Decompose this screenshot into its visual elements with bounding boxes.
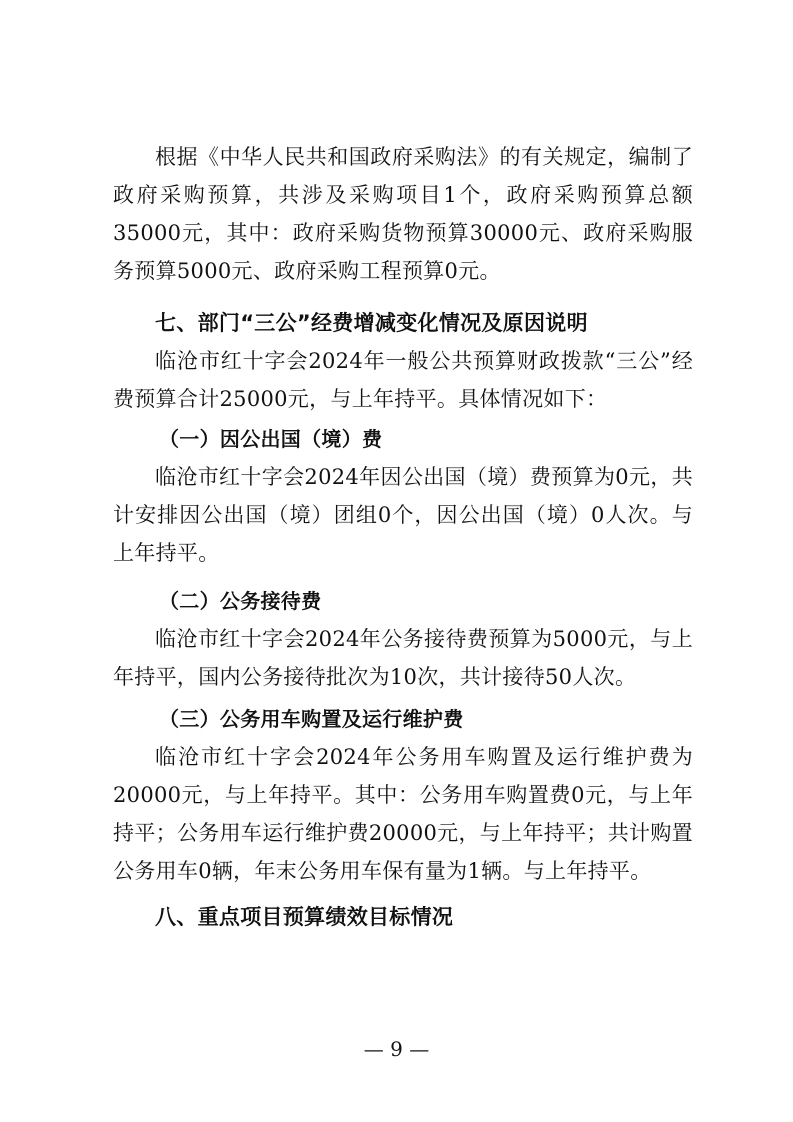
section-heading-seven: 七、部门“三公”经费增减变化情况及原因说明 bbox=[155, 311, 588, 335]
subheading-reception: （二）公务接待费 bbox=[159, 589, 322, 613]
page-number: — 9 — bbox=[363, 1037, 430, 1061]
paragraph-overseas: 临沧市红十字会2024年因公出国（境）费预算为0元，共计安排因公出国（境）团组0个，因公出国（境）0人次。与上年持平。 bbox=[113, 465, 693, 565]
section-heading-eight: 八、重点项目预算绩效目标情况 bbox=[155, 905, 454, 929]
subheading-vehicles: （三）公务用车购置及运行维护费 bbox=[159, 707, 464, 731]
paragraph-reception: 临沧市红十字会2024年公务接待费预算为5000元，与上年持平，国内公务接待批次为10次，共计接待50人次。 bbox=[113, 627, 693, 689]
paragraph-vehicles: 临沧市红十字会2024年公务用车购置及运行维护费为20000元，与上年持平。其中：公务用车购置费0元，与上年持平；公务用车运行维护费20000元，与上年持平；共计购置公务用车0辆，年末公务用车保有量为1辆。与上年持平。 bbox=[113, 745, 693, 883]
subheading-overseas: （一）因公出国（境）费 bbox=[159, 427, 383, 451]
paragraph-procurement: 根据《中华人民共和国政府采购法》的有关规定，编制了政府采购预算，共涉及采购项目1个，政府采购预算总额35000元，其中：政府采购货物预算30000元、政府采购服务预算5000元、政府采购工程预算0元。 bbox=[113, 145, 693, 283]
paragraph-three-public-summary: 临沧市红十字会2024年一般公共预算财政拨款“三公”经费预算合计25000元，与上年持平。具体情况如下： bbox=[113, 349, 693, 411]
